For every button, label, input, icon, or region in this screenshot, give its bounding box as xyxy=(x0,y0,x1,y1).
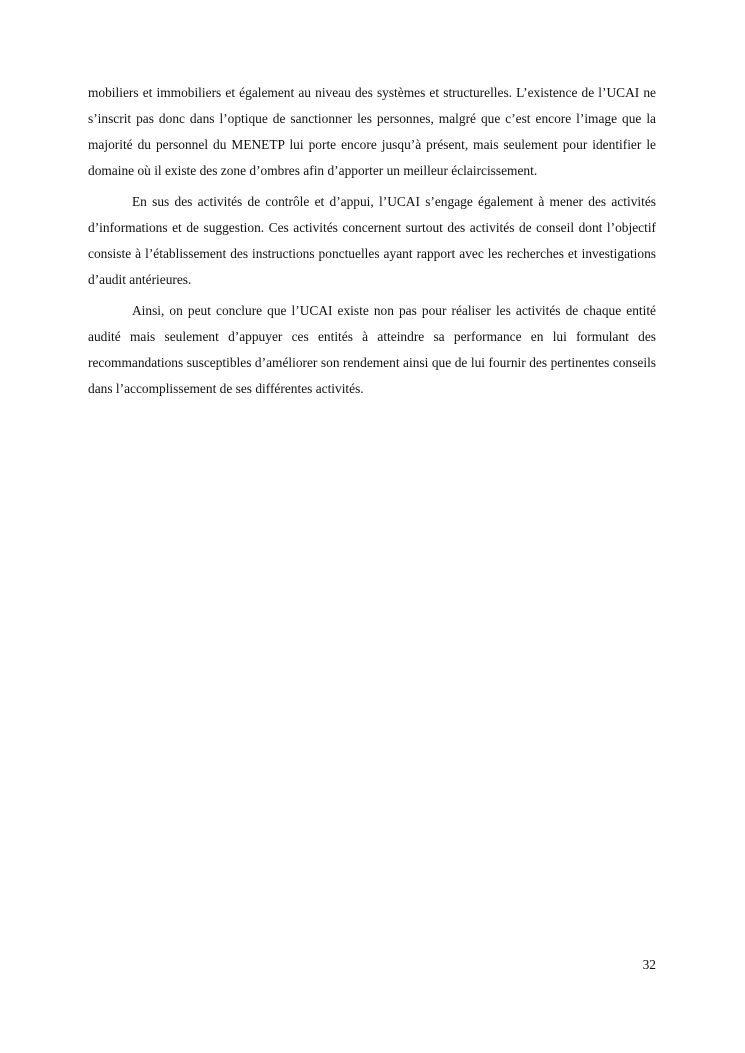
paragraph-activities: En sus des activités de contrôle et d’appui, l’UCAI s’engage également à mener des activités d’informations et de suggestion. Ces activités concernent surtout des activités de conseil dont l’objectif consiste à l’établissement des instructions ponctuelles ayant rapport avec les recherches et investigations d’audit antérieures. xyxy=(88,194,656,287)
paragraph-conclusion: Ainsi, on peut conclure que l’UCAI existe non pas pour réaliser les activités de chaque entité audité mais seulement d’appuyer ces entités à atteindre sa performance en lui formulant des recommandations susceptibles d’améliorer son rendement ainsi que de lui fournir des pertinentes conseils dans l’accomplissement de ses différentes activités. xyxy=(88,303,656,396)
paragraph-continuation: mobiliers et immobiliers et également au niveau des systèmes et structurelles. L’existence de l’UCAI ne s’inscrit pas donc dans l’optique de sanctionner les personnes, malgré que c’est encore l’image que la majorité du personnel du MENETP lui porte encore jusqu’à présent, mais seulement pour identifier le domaine où il existe des zone d’ombres afin d’apporter un meilleur éclaircissement. xyxy=(88,85,656,178)
page-number: 32 xyxy=(642,957,656,972)
body-text xyxy=(88,80,656,407)
